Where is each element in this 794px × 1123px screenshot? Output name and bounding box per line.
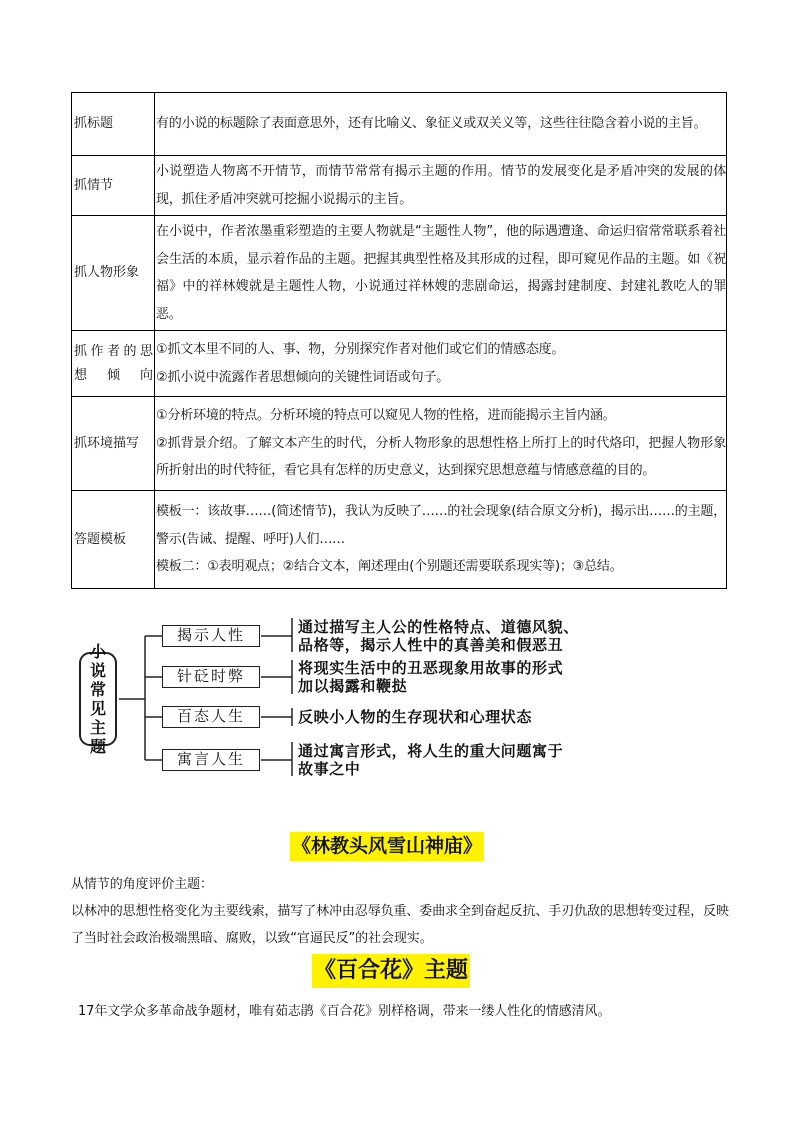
- row-line: 在小说中，作者浓墨重彩塑造的主要人物就是“主题性人物”，他的际遇遭逢、命运归宿常常联系着社会生活的本质，显示着作品的主题。把握其典型性格及其形成的过程，即可窥见作品的主题。如《祝福》中的祥林嫂就是主题性人物，小说通过祥林嫂的悲剧命运，揭露封建制度、封建礼教吃人的罪恶。: [156, 224, 726, 322]
- table-row: [72, 93, 727, 156]
- row-label: 抓人物形象: [72, 216, 155, 331]
- row-line: 模板二：①表明观点；②结合文本，阐述理由(个别题还需要联系现实等)；③总结。: [156, 559, 623, 575]
- branch-criticize-ills: 针砭时弊: [162, 666, 260, 688]
- branch-desc: 通过描写主人公的性格特点、道德风貌、 品格等，揭示人性中的真善美和假恶丑: [298, 618, 579, 654]
- lin-jiaotou-paragraph: 从情节的角度评价主题： 以林冲的思想性格变化为主要线索，描写了林冲由忍辱负重、委曲求全到奋起反抗、手刃仇敌的思想转变过程，反映了当时社会政治极端黑暗、腐败，以致“官逼民反”的社会现实。: [71, 877, 729, 946]
- novel-themes-mindmap: [76, 614, 676, 786]
- row-line: ①抓文本里不同的人、事、物，分别探究作者对他们或它们的情感态度。: [156, 342, 565, 357]
- branch-desc: 反映小人物的生存现状和心理状态: [298, 708, 533, 726]
- row-line: 小说塑造人物离不开情节，而情节常常有揭示主题的作用。情节的发展变化是矛盾冲突的发展的体现，抓住矛盾冲突就可挖掘小说揭示的主旨。: [156, 164, 726, 207]
- table-row: [72, 397, 727, 491]
- row-content: [155, 216, 727, 331]
- row-label: 抓环境描写: [72, 397, 155, 491]
- table-row: [72, 331, 727, 397]
- baihehua-title: 《百合花》主题: [312, 954, 470, 988]
- row-content: [155, 156, 727, 216]
- baihehua-paragraph: 17年文学众多革命战争题材，唯有茹志鹃《百合花》别样格调，带来一缕人性化的情感清风。: [78, 1004, 611, 1019]
- row-label: 抓情节: [72, 156, 155, 216]
- row-label: 抓作者的思想倾向: [72, 331, 155, 397]
- row-content: [155, 491, 727, 589]
- table-row: [72, 216, 727, 331]
- branch-reveal-human-nature: 揭示人性: [162, 625, 260, 647]
- table-row: [72, 156, 727, 216]
- branch-desc: 将现实生活中的丑恶现象用故事的形式 加以揭露和鞭挞: [298, 659, 564, 695]
- lin-jiaotou-title: 《林教头风雪山神庙》: [290, 832, 484, 861]
- row-label: 答题模板: [72, 491, 155, 589]
- row-line: 有的小说的标题除了表面意思外，还有比喻义、象征义或双关义等，这些往往隐含着小说的主旨。: [156, 116, 707, 132]
- theme-method-table: [71, 92, 727, 589]
- mindmap-center: [79, 642, 117, 756]
- branch-all-walks-of-life: 百态人生: [162, 706, 260, 728]
- mindmap-center-label: 小说常见主题: [89, 642, 106, 756]
- table-row: [72, 491, 727, 589]
- row-content: [155, 331, 727, 397]
- row-line: ②抓小说中流露作者思想倾向的关键性词语或句子。: [156, 369, 450, 385]
- branch-desc: 通过寓言形式，将人生的重大问题寓于 故事之中: [298, 742, 564, 778]
- row-content: [155, 93, 727, 156]
- row-line: ①分析环境的特点。分析环境的特点可以窥见人物的性格，进而能揭示主旨内涵。: [156, 408, 616, 424]
- row-line: ②抓背景介绍。了解文本产生的时代，分析人物形象的思想性格上所打上的时代烙印，把握人物形象所折射出的时代特征，看它具有怎样的历史意义，达到探究思想意蕴与情感意蕴的目的。: [156, 435, 726, 479]
- row-line: 模板一：该故事……(简述情节)，我认为反映了……的社会现象(结合原文分析)，揭示出……的主题，警示(告诫、提醒、呼吁)人们……: [156, 504, 726, 547]
- branch-fable-life: 寓言人生: [162, 749, 260, 771]
- row-label: 抓标题: [72, 93, 155, 156]
- row-content: [155, 397, 727, 491]
